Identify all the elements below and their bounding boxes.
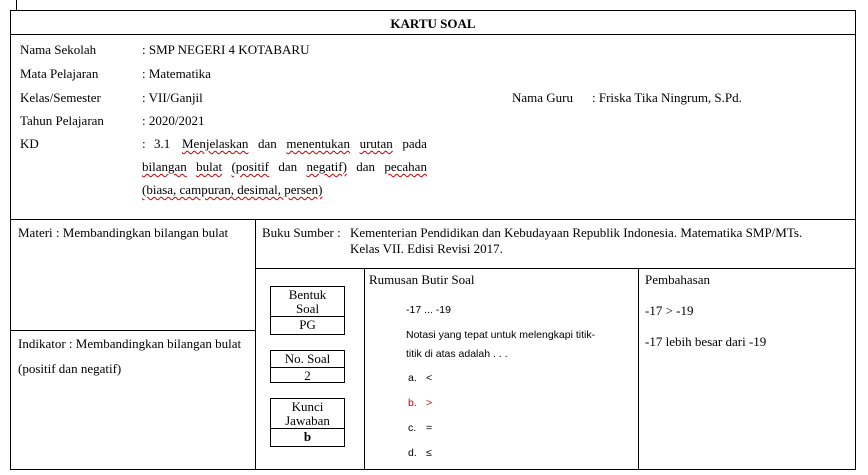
buku-sumber-line-1	[350, 225, 802, 241]
field-value-mata-pelajaran: : Matematika	[142, 66, 211, 81]
option-a	[408, 372, 432, 384]
pembahasan-left-divider	[638, 268, 639, 470]
rumusan-question-line-2: titik di atas adalah . . .	[406, 348, 508, 360]
materi-indikator-divider	[10, 330, 256, 331]
kunci-jawaban-label	[271, 399, 344, 429]
buku-sumber-label: Buku Sumber :	[262, 225, 341, 240]
bentuk-soal-label	[271, 287, 344, 317]
field-value-kd: :	[142, 136, 146, 151]
rumusan-expression: -17 ... -19	[406, 304, 451, 316]
indikator-line-1: Indikator : Membandingkan bilangan bulat	[18, 336, 242, 351]
kd-word: dan	[258, 136, 277, 151]
option-symbol: ≤	[426, 447, 432, 459]
kd-word: dan	[278, 159, 298, 174]
rumusan-left-divider	[364, 268, 365, 470]
field-label-tahun-pelajaran: Tahun Pelajaran	[20, 113, 104, 128]
kunci-jawaban-label-line-2: Jawaban	[285, 413, 330, 428]
buku-sumber-line-2: Kelas VII. Edisi Revisi 2017.	[350, 241, 503, 256]
kd-word: negatif)	[306, 159, 347, 174]
kd-word: (positif	[231, 159, 270, 174]
field-label-mata-pelajaran: Mata Pelajaran	[20, 66, 99, 81]
no-soal-value: 2	[304, 368, 311, 383]
buku-sumber-text: Kementerian Pendidikan dan Kebudayaan Republik Indonesia. Matematika SMP/MTs.	[350, 225, 803, 240]
kd-word: Menjelaskan	[182, 136, 249, 151]
no-soal-box	[270, 350, 345, 383]
option-symbol: <	[426, 372, 433, 384]
page-title: KARTU SOAL	[390, 16, 476, 31]
table-bottom-border	[10, 469, 856, 470]
field-label-kelas-semester: Kelas/Semester	[20, 90, 101, 105]
option-b	[408, 397, 432, 409]
bentuk-soal-value: PG	[299, 317, 316, 332]
kd-word: pada	[402, 136, 427, 151]
pembahasan-line-1: -17 > -19	[645, 303, 694, 318]
option-symbol: >	[426, 397, 433, 409]
header-divider	[10, 219, 856, 220]
table-left-border	[10, 10, 11, 470]
guru-value: : Friska Tika Ningrum, S.Pd.	[592, 90, 742, 105]
bentuk-soal-label-line-2: Soal	[295, 301, 320, 316]
kd-word: bulat	[196, 159, 223, 174]
kd-line-3: (biasa, campuran, desimal, persen)	[142, 182, 323, 197]
kunci-jawaban-value: b	[303, 429, 312, 444]
field-value-kelas-semester: : VII/Ganjil	[142, 90, 203, 105]
kd-word: urutan	[359, 136, 393, 151]
table-right-border	[855, 10, 856, 470]
option-c	[408, 422, 432, 434]
kd-word: dan	[356, 159, 376, 174]
kunci-jawaban-label-line-1: Kunci	[291, 399, 324, 414]
table-top-border	[10, 10, 856, 11]
option-letter: a.	[408, 372, 417, 384]
kd-word: bilangan	[142, 159, 187, 174]
guru-label: Nama Guru	[512, 90, 574, 105]
field-value-nama-sekolah: : SMP NEGERI 4 KOTABARU	[142, 42, 310, 57]
field-label-nama-sekolah: Nama Sekolah	[20, 42, 97, 57]
kunci-jawaban-box	[270, 398, 345, 447]
option-letter: d.	[408, 447, 417, 459]
field-label-kd: KD	[20, 136, 39, 151]
option-d	[408, 447, 432, 459]
option-letter: b.	[408, 397, 417, 409]
bentuk-soal-box	[270, 286, 345, 335]
pembahasan-heading: Pembahasan	[645, 272, 710, 287]
field-value-tahun-pelajaran: : 2020/2021	[142, 113, 205, 128]
buku-sumber-divider	[255, 268, 856, 269]
kd-word: pecahan	[384, 159, 427, 174]
bentuk-soal-label-line-1: Bentuk	[288, 287, 327, 302]
materi-text: Materi : Membandingkan bilangan bulat	[18, 225, 229, 240]
kd-line-2	[142, 159, 427, 175]
pembahasan-line-2: -17 lebih besar dari -19	[645, 334, 767, 349]
indikator-line-2: (positif dan negatif)	[18, 361, 122, 376]
kd-line-1	[182, 136, 427, 152]
rumusan-question-line-1: Notasi yang tepat untuk melengkapi titik-	[406, 329, 596, 341]
left-column-divider	[255, 219, 256, 470]
kd-number: 3.1	[154, 136, 171, 151]
rumusan-heading: Rumusan Butir Soal	[369, 272, 475, 287]
kd-word: menentukan	[286, 136, 350, 151]
option-symbol: =	[426, 422, 433, 434]
option-letter: c.	[408, 422, 417, 434]
title-divider	[10, 34, 856, 35]
left-border-stub	[16, 0, 17, 10]
no-soal-label: No. Soal	[271, 351, 344, 368]
